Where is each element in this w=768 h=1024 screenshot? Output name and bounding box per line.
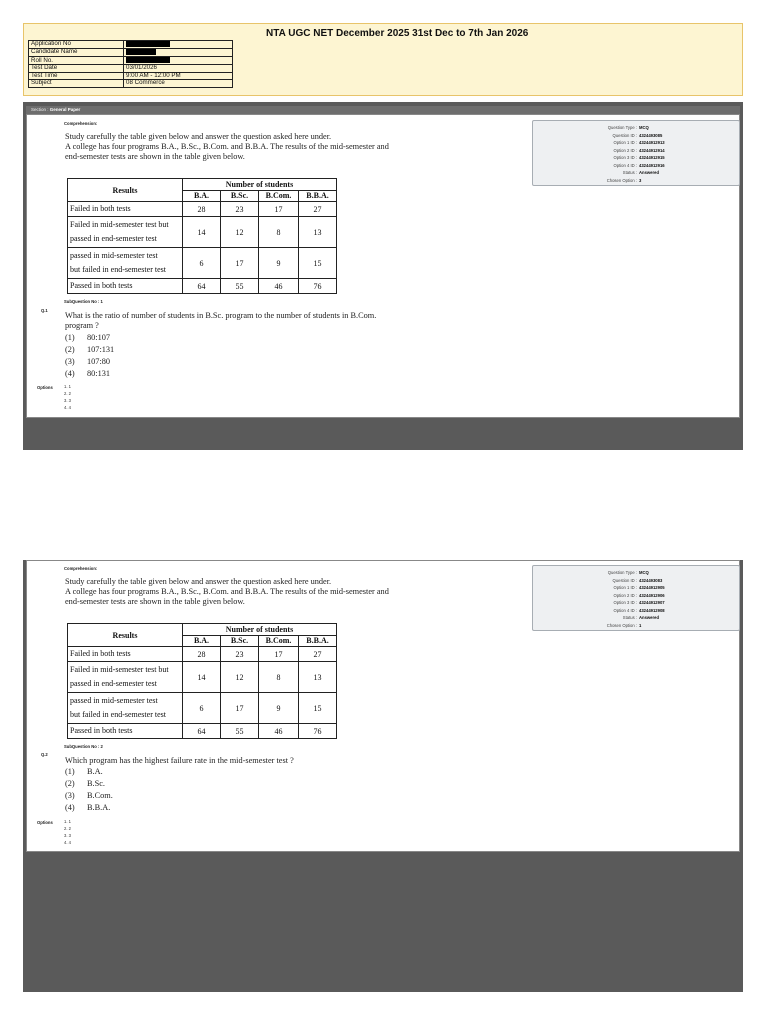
card-label: Status : xyxy=(622,615,637,620)
column-header: B.Sc. xyxy=(221,190,259,202)
option-numbers xyxy=(64,383,71,411)
table-cell: 28 xyxy=(183,647,221,662)
exam-title: NTA UGC NET December 2025 31st Dec to 7th Jan 2026 xyxy=(266,28,529,39)
table-cell: 76 xyxy=(299,279,337,294)
info-row xyxy=(29,41,233,49)
column-header: B.Com. xyxy=(259,635,299,647)
table-cell: 15 xyxy=(299,693,337,724)
row-label-line: passed in end-semester test xyxy=(70,234,157,243)
answer-options xyxy=(65,766,113,814)
redaction-block xyxy=(126,49,156,55)
table-row xyxy=(68,662,337,693)
option-text: B.Com. xyxy=(87,791,113,800)
row-label xyxy=(68,693,183,724)
option-number: 1. 1 xyxy=(64,819,71,824)
row-label-line: but failed in end-semester test xyxy=(70,710,166,719)
row-label-line: but failed in end-semester test xyxy=(70,265,166,274)
question-body-2 xyxy=(26,560,740,852)
answer-option xyxy=(65,778,113,790)
table-cell: 23 xyxy=(221,202,259,217)
table-cell: 13 xyxy=(299,217,337,248)
table-row xyxy=(68,693,337,724)
table-cell: 6 xyxy=(183,248,221,279)
card-label: Option 3 ID : xyxy=(613,155,637,160)
answer-option xyxy=(65,802,113,814)
info-value xyxy=(124,41,233,49)
row-label xyxy=(68,724,183,739)
card-value: MCQ xyxy=(639,570,649,575)
passage-line: A college has four programs B.A., B.Sc., B.Com. and B.B.A. The results of the mid-semester and xyxy=(65,142,389,151)
option-text: 107:80 xyxy=(87,357,111,366)
table-cell: 12 xyxy=(221,662,259,693)
table-cell: 17 xyxy=(259,647,299,662)
card-label: Option 1 ID : xyxy=(613,585,637,590)
info-label: Candidate Name xyxy=(29,49,124,57)
row-label xyxy=(68,202,183,217)
card-row xyxy=(533,162,739,170)
option-number: (1) xyxy=(65,767,75,776)
card-value: 43244912905 xyxy=(639,585,665,590)
question-text xyxy=(65,756,445,766)
card-label: Option 4 ID : xyxy=(613,607,637,613)
question-info-card xyxy=(532,120,740,186)
row-label-line: passed in end-semester test xyxy=(70,679,157,688)
option-number: (2) xyxy=(65,345,75,354)
card-label: Chosen Option : xyxy=(606,177,637,183)
option-number: 3. 3 xyxy=(64,833,71,838)
info-row xyxy=(29,80,233,88)
info-value: 08 Commerce xyxy=(124,80,233,88)
card-value: 43244912915 xyxy=(639,155,665,160)
table-cell: 55 xyxy=(221,724,259,739)
table-cell: 64 xyxy=(183,279,221,294)
card-value: 1 xyxy=(639,622,642,628)
subquestion-label: SubQuestion No : 2 xyxy=(64,744,103,749)
card-value: 43244912914 xyxy=(639,147,665,153)
card-row xyxy=(533,577,739,585)
card-label: Option 4 ID : xyxy=(613,162,637,168)
card-row xyxy=(533,177,739,185)
option-number: 3. 3 xyxy=(64,398,71,403)
table-cell: 55 xyxy=(221,279,259,294)
table-row xyxy=(68,248,337,279)
results-table xyxy=(67,178,337,294)
table-row xyxy=(68,647,337,662)
redaction-block xyxy=(126,57,170,63)
info-value: 9:00 AM - 12:00 PM xyxy=(124,72,233,80)
comprehension-label: Comprehension: xyxy=(64,566,98,571)
table-row xyxy=(68,724,337,739)
passage-line: end-semester tests are shown in the table given below. xyxy=(65,152,245,161)
passage-line: Study carefully the table given below and answer the question asked here under. xyxy=(65,577,332,586)
option-number: (4) xyxy=(65,369,75,378)
column-header: B.B.A. xyxy=(299,190,337,202)
passage xyxy=(65,132,445,162)
row-label-line: passed in mid-semester test xyxy=(70,696,158,705)
card-value: 4324493085 xyxy=(639,132,663,138)
question-line: program ? xyxy=(65,321,99,330)
card-value: 43244912916 xyxy=(639,162,665,168)
row-label xyxy=(68,217,183,248)
group-header: Number of students xyxy=(183,624,337,636)
question-panel-2 xyxy=(23,560,743,992)
card-label: Question ID : xyxy=(612,577,637,583)
option-text: B.Sc. xyxy=(87,779,105,788)
card-label: Option 1 ID : xyxy=(613,140,637,145)
option-number: 2. 2 xyxy=(64,391,71,396)
table-cell: 8 xyxy=(259,662,299,693)
question-body-1 xyxy=(26,114,740,418)
answer-options xyxy=(65,332,114,380)
row-label xyxy=(68,279,183,294)
info-label: Application No xyxy=(29,41,124,49)
table-cell: 27 xyxy=(299,647,337,662)
answer-option xyxy=(65,344,114,356)
card-label: Option 3 ID : xyxy=(613,600,637,605)
card-row xyxy=(533,607,739,615)
answer-option xyxy=(65,356,114,368)
table-cell: 64 xyxy=(183,724,221,739)
redaction-block xyxy=(126,41,170,47)
row-label-line: passed in mid-semester test xyxy=(70,251,158,260)
table-cell: 15 xyxy=(299,248,337,279)
card-value: 43244912906 xyxy=(639,592,665,598)
question-info-card xyxy=(532,565,740,631)
option-number: (4) xyxy=(65,803,75,812)
card-row xyxy=(533,124,739,132)
card-label: Status : xyxy=(622,170,637,175)
section-name: General Paper xyxy=(49,107,81,112)
table-cell: 17 xyxy=(259,202,299,217)
results-header: Results xyxy=(68,179,183,202)
option-text: B.A. xyxy=(87,767,103,776)
table-cell: 46 xyxy=(259,724,299,739)
card-row xyxy=(533,599,739,607)
option-number: 1. 1 xyxy=(64,384,71,389)
column-header: B.Com. xyxy=(259,190,299,202)
table-cell: 27 xyxy=(299,202,337,217)
option-number: 2. 2 xyxy=(64,826,71,831)
row-label-line: Failed in both tests xyxy=(70,649,131,658)
card-value: 43244912907 xyxy=(639,600,665,605)
info-label: Test Date xyxy=(29,65,124,73)
table-cell: 13 xyxy=(299,662,337,693)
card-row xyxy=(533,147,739,155)
row-label-line: Passed in both tests xyxy=(70,281,133,290)
option-number: (3) xyxy=(65,791,75,800)
card-value: 43244912908 xyxy=(639,607,665,613)
card-row xyxy=(533,569,739,577)
question-line: What is the ratio of number of students in B.Sc. program to the number of students in B.Com. xyxy=(65,311,377,320)
table-cell: 12 xyxy=(221,217,259,248)
question-panel-1 xyxy=(23,102,743,450)
option-text: 80:131 xyxy=(87,369,111,378)
card-row xyxy=(533,584,739,592)
answer-option xyxy=(65,766,113,778)
info-label: Roll No. xyxy=(29,57,124,65)
info-label: Subject xyxy=(29,80,124,88)
option-number: 4. 4 xyxy=(64,840,71,845)
card-value: Answered xyxy=(639,170,660,175)
table-cell: 76 xyxy=(299,724,337,739)
table-cell: 8 xyxy=(259,217,299,248)
table-cell: 9 xyxy=(259,248,299,279)
table-cell: 46 xyxy=(259,279,299,294)
info-label: Test Time xyxy=(29,72,124,80)
results-header: Results xyxy=(68,624,183,647)
question-text xyxy=(65,311,445,331)
option-number: (3) xyxy=(65,357,75,366)
table-cell: 23 xyxy=(221,647,259,662)
column-header: B.B.A. xyxy=(299,635,337,647)
row-label xyxy=(68,248,183,279)
card-label: Question Type : xyxy=(607,570,637,575)
options-label: Options xyxy=(37,385,53,390)
row-label-line: Failed in mid-semester test but xyxy=(70,665,169,674)
row-label-line: Failed in both tests xyxy=(70,204,131,213)
table-cell: 17 xyxy=(221,693,259,724)
table-cell: 6 xyxy=(183,693,221,724)
row-label xyxy=(68,662,183,693)
column-header: B.A. xyxy=(183,635,221,647)
card-label: Question Type : xyxy=(607,125,637,130)
row-label xyxy=(68,647,183,662)
table-row xyxy=(68,202,337,217)
question-number: Q.2 xyxy=(41,752,48,757)
info-row xyxy=(29,49,233,57)
answer-option xyxy=(65,332,114,344)
card-value: 43244912913 xyxy=(639,140,665,145)
table-cell: 9 xyxy=(259,693,299,724)
option-text: 107:131 xyxy=(87,345,115,354)
card-label: Question ID : xyxy=(612,132,637,138)
card-value: 3 xyxy=(639,177,642,183)
card-row xyxy=(533,132,739,140)
card-value: 4324493083 xyxy=(639,577,663,583)
passage-line: Study carefully the table given below and answer the question asked here under. xyxy=(65,132,332,141)
options-label: Options xyxy=(37,820,53,825)
section-bar xyxy=(26,106,740,114)
question-number: Q.1 xyxy=(41,308,48,313)
passage-line: end-semester tests are shown in the table given below. xyxy=(65,597,245,606)
subquestion-label: SubQuestion No : 1 xyxy=(64,299,103,304)
card-label: Option 2 ID : xyxy=(613,147,637,153)
row-label-line: Failed in mid-semester test but xyxy=(70,220,169,229)
table-cell: 28 xyxy=(183,202,221,217)
answer-option xyxy=(65,790,113,802)
option-numbers xyxy=(64,818,71,846)
candidate-header xyxy=(23,23,743,96)
info-value: 03/01/2026 xyxy=(124,65,233,73)
column-header: B.Sc. xyxy=(221,635,259,647)
card-row xyxy=(533,622,739,630)
card-row xyxy=(533,614,739,622)
card-label: Option 2 ID : xyxy=(613,592,637,598)
table-row xyxy=(68,279,337,294)
passage-line: A college has four programs B.A., B.Sc., B.Com. and B.B.A. The results of the mid-semester and xyxy=(65,587,389,596)
table-cell: 14 xyxy=(183,217,221,248)
option-text: 80:107 xyxy=(87,333,111,342)
option-text: B.B.A. xyxy=(87,803,111,812)
info-value xyxy=(124,49,233,57)
table-row xyxy=(68,217,337,248)
option-number: 4. 4 xyxy=(64,405,71,410)
passage xyxy=(65,577,445,607)
group-header: Number of students xyxy=(183,179,337,191)
card-row xyxy=(533,139,739,147)
column-header: B.A. xyxy=(183,190,221,202)
card-row xyxy=(533,169,739,177)
answer-option xyxy=(65,368,114,380)
table-cell: 17 xyxy=(221,248,259,279)
option-number: (2) xyxy=(65,779,75,788)
card-row xyxy=(533,592,739,600)
results-table xyxy=(67,623,337,739)
card-label: Chosen Option : xyxy=(606,622,637,628)
option-number: (1) xyxy=(65,333,75,342)
card-row xyxy=(533,154,739,162)
card-value: Answered xyxy=(639,615,660,620)
candidate-info-table xyxy=(28,40,233,88)
card-value: MCQ xyxy=(639,125,649,130)
comprehension-label: Comprehension: xyxy=(64,121,98,126)
row-label-line: Passed in both tests xyxy=(70,726,133,735)
table-cell: 14 xyxy=(183,662,221,693)
question-line: Which program has the highest failure rate in the mid-semester test ? xyxy=(65,756,294,765)
section-prefix: Section : xyxy=(31,107,49,112)
